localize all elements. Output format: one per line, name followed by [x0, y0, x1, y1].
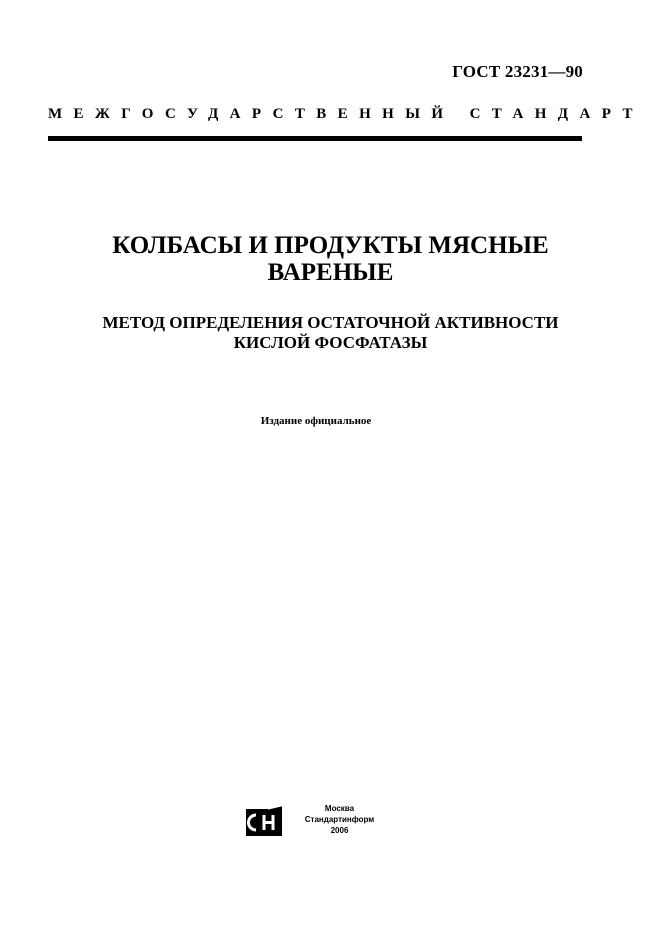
publisher-imprint: [292, 803, 387, 836]
publisher-block: [245, 803, 405, 843]
document-title-line-1: КОЛБАСЫ И ПРОДУКТЫ МЯСНЫЕ: [112, 232, 549, 259]
publisher-city: Москва: [324, 804, 355, 813]
publisher-name: Стандартинформ: [304, 815, 375, 824]
document-subtitle-line-1: МЕТОД ОПРЕДЕЛЕНИЯ ОСТАТОЧНОЙ АКТИВНОСТИ: [102, 313, 559, 332]
document-title: [0, 232, 661, 286]
header-rule: [48, 136, 582, 141]
edition-label: Издание официальное: [260, 415, 372, 427]
document-code: ГОСТ 23231—90: [452, 62, 583, 81]
document-subtitle-line-2: КИСЛОЙ ФОСФАТАЗЫ: [233, 333, 428, 352]
standartinform-logo-icon: [245, 805, 285, 837]
document-title-line-2: ВАРЕНЫЕ: [267, 259, 394, 286]
publisher-year: 2006: [330, 826, 349, 835]
document-subtitle: [0, 313, 661, 353]
standard-type-heading: МЕЖГОСУДАРСТВЕННЫЙ СТАНДАРТ: [48, 106, 644, 122]
